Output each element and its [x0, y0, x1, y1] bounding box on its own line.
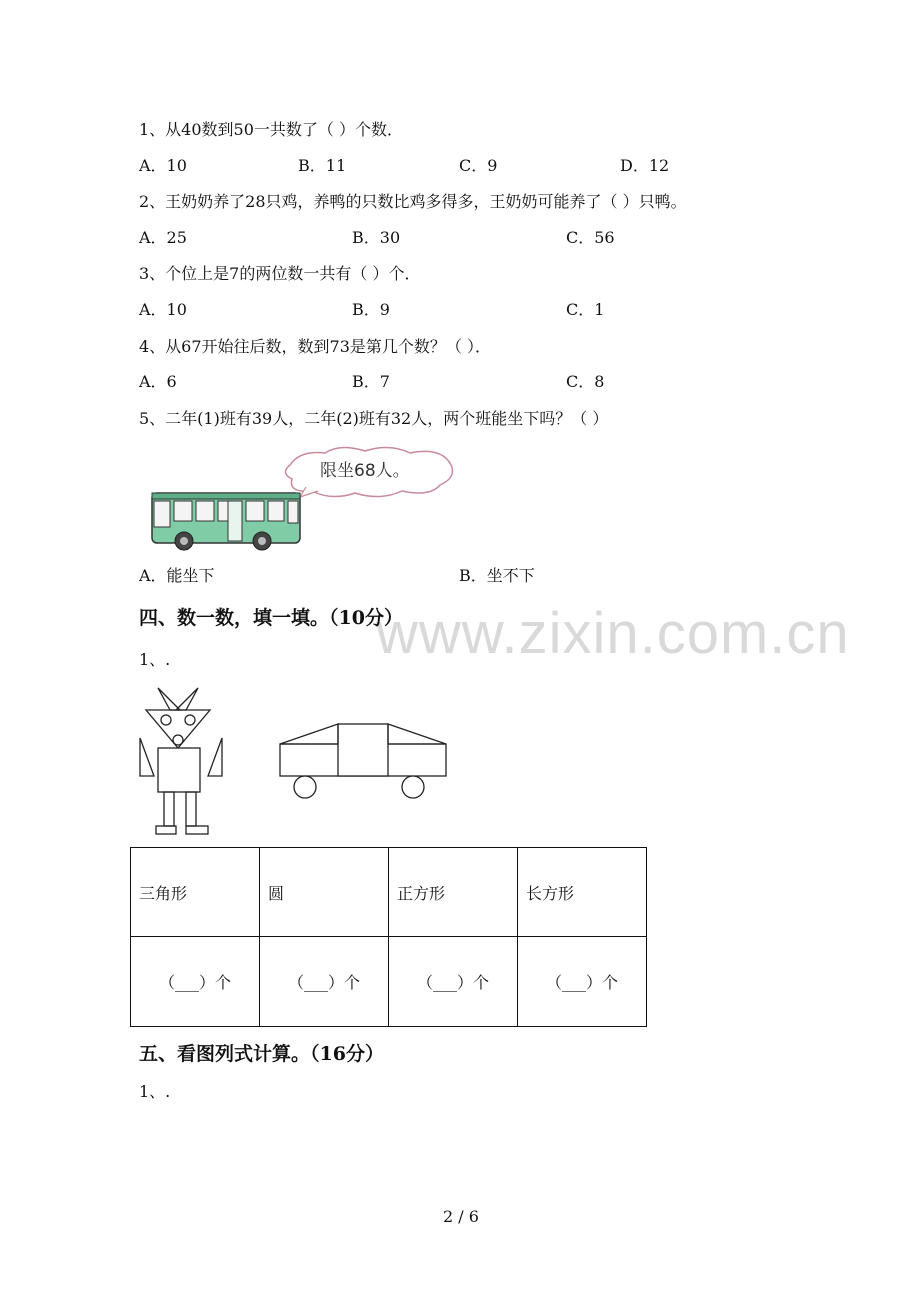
fox-left-ear [158, 688, 180, 710]
question-4-stem: 4、从67开始往后数，数到73是第几个数？（ ）． [139, 337, 491, 356]
fox-right-arm [208, 738, 222, 776]
question-2-option-c: C．56 [566, 228, 615, 247]
table-answer-rectangle[interactable]: （___）个 [518, 937, 647, 1027]
question-3-stem: 3、个位上是7的两位数一共有（ ）个． [139, 264, 421, 283]
fox-nose [173, 735, 183, 745]
car-rear-triangle [388, 724, 446, 744]
section-4-title: 四、数一数，填一填。（10分） [139, 607, 403, 629]
question-5-option-a: A．能坐下 [139, 566, 215, 585]
table-header-rectangle: 长方形 [518, 848, 647, 937]
fox-left-leg [164, 792, 174, 826]
watermark: www.zixin.com.cn [376, 601, 850, 666]
question-1-stem: 1、从40数到50一共数了（ ）个数． [139, 120, 403, 139]
table-answer-triangle[interactable]: （___）个 [131, 937, 260, 1027]
table-header-square: 正方形 [389, 848, 518, 937]
question-2-option-b: B．30 [352, 228, 401, 247]
question-2-stem: 2、王奶奶养了28只鸡，养鸭的只数比鸡多得多，王奶奶可能养了（ ）只鸭。 [139, 192, 687, 211]
fox-right-ear [176, 688, 198, 710]
section-5-title: 五、看图列式计算。（16分） [139, 1043, 384, 1065]
fox-head [146, 710, 210, 748]
question-1-option-c: C．9 [459, 156, 498, 175]
question-3-option-c: C．1 [566, 300, 605, 319]
table-answer-circle[interactable]: （___）个 [260, 937, 389, 1027]
question-3-option-b: B．9 [352, 300, 390, 319]
bus-illustration [140, 445, 460, 555]
fox-body [158, 748, 200, 792]
fox-right-foot [186, 826, 208, 834]
question-1-option-b: B．11 [298, 156, 347, 175]
fox-right-leg [186, 792, 196, 826]
car-rear-wheel [402, 776, 424, 798]
car-cabin [338, 724, 388, 776]
question-3-option-a: A．10 [139, 300, 187, 319]
fox-right-eye [185, 715, 195, 725]
car-front-triangle [280, 724, 338, 744]
question-1-option-a: A．10 [139, 156, 187, 175]
shapes-figure [130, 682, 460, 842]
table-answer-square[interactable]: （___）个 [389, 937, 518, 1027]
question-4-option-c: C．8 [566, 372, 605, 391]
question-4-option-b: B．7 [352, 372, 390, 391]
table-header-triangle: 三角形 [131, 848, 260, 937]
page-number: 2 / 6 [443, 1207, 479, 1226]
question-5-option-b: B．坐不下 [459, 566, 535, 585]
question-2-option-a: A．25 [139, 228, 187, 247]
question-5-stem: 5、二年(1)班有39人，二年(2)班有32人，两个班能坐下吗？（ ） [139, 409, 609, 428]
fox-left-eye [161, 715, 171, 725]
table-header-circle: 圆 [260, 848, 389, 937]
fox-left-arm [140, 738, 154, 776]
section-4-item-1: 1、. [139, 650, 171, 669]
question-4-option-a: A．6 [139, 372, 177, 391]
shape-count-table [130, 847, 647, 1027]
section-5-item-1: 1、. [139, 1082, 171, 1101]
bubble-text: 限坐68人。 [320, 461, 410, 481]
question-1-option-d: D．12 [620, 156, 670, 175]
fox-left-foot [156, 826, 176, 834]
car-front-wheel [294, 776, 316, 798]
